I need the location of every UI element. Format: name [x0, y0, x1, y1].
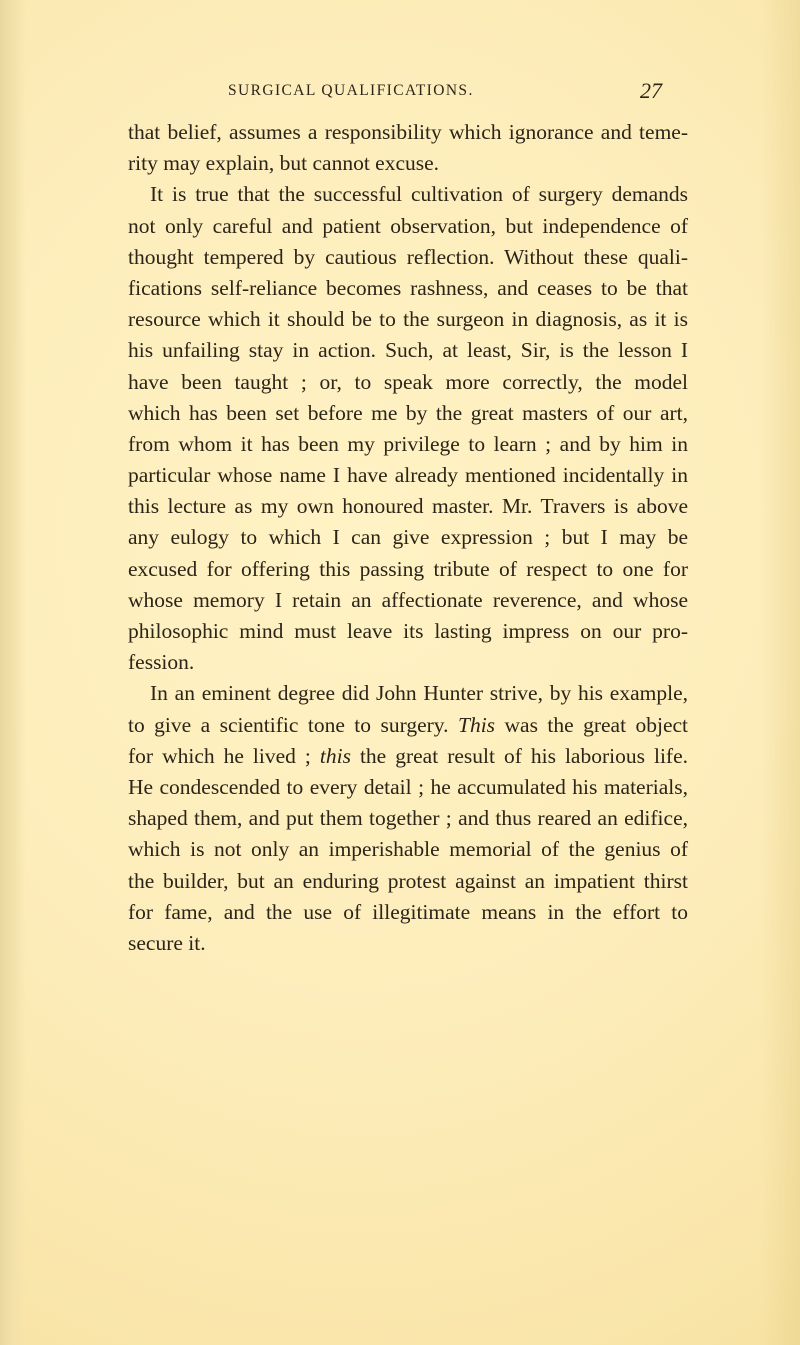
text-line: any eulogy to which I can give expression ; but I may be — [128, 525, 688, 550]
text-line: which is not only an imperishable memorial of the genius of — [128, 837, 688, 862]
text-line: for fame, and the use of illegitimate means in the effort to — [128, 899, 688, 924]
text-line: his unfailing stay in action. Such, at least, Sir, is the lesson I — [128, 338, 688, 363]
running-head — [0, 78, 800, 108]
body-text — [128, 117, 688, 959]
text-run: to give a scientific tone to surgery. — [128, 712, 449, 737]
text-line: resource which it should be to the surgeon in diagnosis, as it is — [128, 307, 688, 332]
text-line: this lecture as my own honoured master. Mr. Travers is above — [128, 494, 688, 519]
page-number: 27 — [640, 78, 662, 103]
text-line: from whom it has been my privilege to learn ; and by him in — [128, 431, 688, 456]
italic-word: this — [319, 743, 351, 768]
running-head-title: SURGICAL QUALIFICATIONS. — [228, 82, 474, 99]
text-run: the great result of his laborious life. — [350, 743, 688, 768]
text-line-mixed — [128, 741, 688, 772]
text-line: not only careful and patient observation, but independence of — [128, 213, 688, 238]
text-line: fications self-reliance becomes rashness, and ceases to be that — [128, 275, 688, 300]
text-line: fession. — [128, 650, 195, 675]
text-line: thought tempered by cautious reflection. Without these quali- — [128, 244, 688, 269]
page-gutter-shadow — [0, 0, 26, 1345]
text-line: particular whose name I have already mentioned incidentally in — [128, 463, 688, 488]
text-line: rity may explain, but cannot excuse. — [128, 151, 440, 176]
text-line: philosophic mind must leave its lasting impress on our pro- — [128, 619, 688, 643]
italic-word: This — [458, 712, 496, 737]
text-line: shaped them, and put them together ; and thus reared an edifice, — [128, 806, 688, 831]
text-line: secure it. — [128, 930, 206, 955]
text-line: which has been set before me by the great masters of our art, — [128, 400, 688, 425]
text-run: was the great object — [495, 712, 689, 737]
text-line-mixed — [128, 710, 688, 741]
page-edge-shading — [760, 0, 800, 1345]
text-line: have been taught ; or, to speak more correctly, the model — [128, 369, 688, 394]
text-line: the builder, but an enduring protest against an impatient thirst — [128, 868, 688, 893]
text-line: In an eminent degree did John Hunter strive, by his example, — [150, 681, 688, 706]
text-line: that belief, assumes a responsibility which ignorance and teme- — [128, 120, 688, 144]
text-line: whose memory I retain an affectionate reverence, and whose — [128, 587, 688, 612]
text-line: He condescended to every detail ; he accumulated his materials, — [128, 774, 688, 799]
text-line: It is true that the successful cultivation of surgery demands — [150, 182, 688, 207]
text-line: excused for offering this passing tribute of respect to one for — [128, 556, 688, 581]
text-run: for which he lived ; — [128, 743, 311, 768]
